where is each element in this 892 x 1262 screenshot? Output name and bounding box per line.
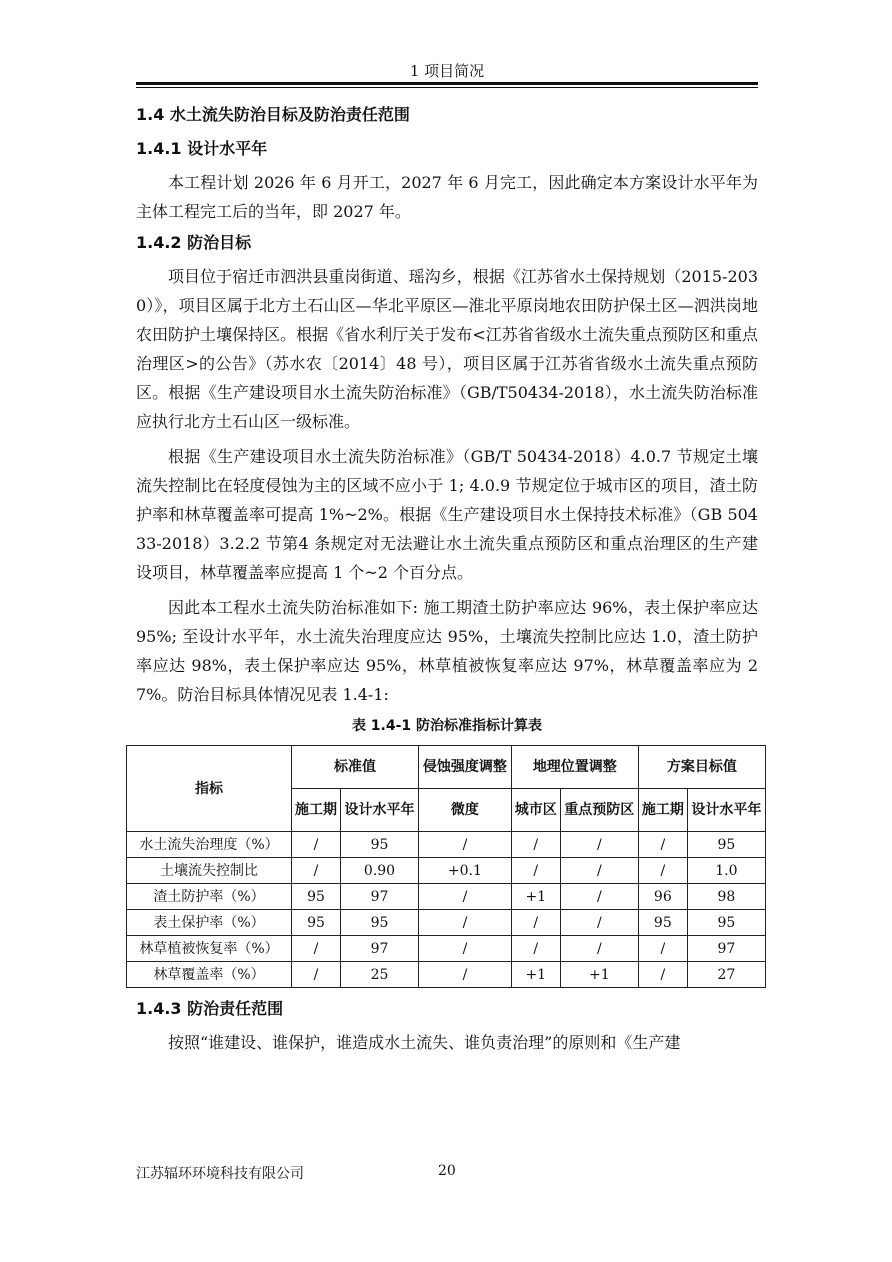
header-design-year-target: 设计水平年 <box>687 789 765 832</box>
table-cell: 96 <box>638 884 687 910</box>
table-cell: 土壤流失控制比 <box>127 858 292 884</box>
table-cell: 0.90 <box>340 858 418 884</box>
paragraph-standard: 根据《生产建设项目水土流失防治标准》（GB/T 50434-2018）4.0.7 节规定土壤流失控制比在轻度侵蚀为主的区域不应小于 1; 4.0.9 节规定位于城市区的项目，渣土防护率和林草覆盖率可提高 1%~2%。根据《生产建设项目水土保持技术标准》（GB 50433-2018）3.2.2 节第4 条规定对无法避让水土流失重点预防区和重点治理区的生产建设项目，林草覆盖率应提高 1 个~2 个百分点。 <box>136 447 758 582</box>
table-cell: / <box>511 936 560 962</box>
standards-table <box>126 745 766 988</box>
table-cell: / <box>638 858 687 884</box>
header-key-prevention: 重点预防区 <box>560 789 638 832</box>
table-cell: +1 <box>560 962 638 988</box>
table-cell: 1.0 <box>687 858 765 884</box>
table-cell: 表土保护率（%） <box>127 910 292 936</box>
table-cell: 97 <box>687 936 765 962</box>
footer-company: 江苏辐环环境科技有限公司 <box>136 1166 304 1182</box>
table-cell: / <box>292 936 341 962</box>
table-cell: / <box>638 936 687 962</box>
table-cell: 水土流失治理度（%） <box>127 832 292 858</box>
header-design-year: 设计水平年 <box>340 789 418 832</box>
page-content <box>136 104 762 1063</box>
table-caption: 表 1.4-1 防治标准指标计算表 <box>351 718 543 734</box>
table-cell: 98 <box>687 884 765 910</box>
table-cell: 95 <box>292 884 341 910</box>
table-row <box>127 910 766 936</box>
table-cell: 25 <box>340 962 418 988</box>
table-cell: +1 <box>511 962 560 988</box>
header-construction: 施工期 <box>292 789 341 832</box>
table-cell: +0.1 <box>419 858 512 884</box>
table-cell: 95 <box>687 910 765 936</box>
table-cell: / <box>419 884 512 910</box>
paragraph-responsibility: 按照“谁建设、谁保护，谁造成水土流失、谁负责治理”的原则和《生产建 <box>168 1033 681 1052</box>
table-cell: 97 <box>340 936 418 962</box>
header-construction-target: 施工期 <box>638 789 687 832</box>
header-rule-thin <box>136 87 758 88</box>
table-cell: / <box>292 858 341 884</box>
table-cell: / <box>511 832 560 858</box>
table-cell: 95 <box>340 910 418 936</box>
table-cell: 95 <box>687 832 765 858</box>
page-number: 20 <box>438 1163 456 1179</box>
table-cell: / <box>419 832 512 858</box>
table-cell: 27 <box>687 962 765 988</box>
subsection-3-title: 1.4.3 防治责任范围 <box>136 999 284 1018</box>
header-erosion-adjust: 侵蚀强度调整 <box>419 746 512 789</box>
header-degree: 微度 <box>419 789 512 832</box>
table-cell: +1 <box>511 884 560 910</box>
table-cell: 林草植被恢复率（%） <box>127 936 292 962</box>
table-cell: 95 <box>340 832 418 858</box>
header-rule-thick <box>136 82 758 85</box>
table-cell: / <box>560 884 638 910</box>
header-standard: 标准值 <box>292 746 419 789</box>
table-cell: / <box>560 858 638 884</box>
header-urban: 城市区 <box>511 789 560 832</box>
table-row <box>127 884 766 910</box>
table-cell: 95 <box>292 910 341 936</box>
subsection-1-title: 1.4.1 设计水平年 <box>136 139 268 158</box>
table-cell: 渣土防护率（%） <box>127 884 292 910</box>
table-cell: 林草覆盖率（%） <box>127 962 292 988</box>
table-cell: / <box>638 832 687 858</box>
header-location-adjust: 地理位置调整 <box>511 746 638 789</box>
paragraph-targets: 因此本工程水土流失防治标准如下: 施工期渣土防护率应达 96%，表土保护率应达 95%; 至设计水平年，水土流失治理度应达 95%，土壤流失控制比应达 1.0，渣土防护率应达 98%，表土保护率应达 95%，林草植被恢复率应达 97%，林草覆盖率应为 27%。防治目标具体情况见表 1.4-1: <box>136 598 758 704</box>
header-indicator: 指标 <box>127 746 292 832</box>
paragraph-location: 项目位于宿迁市泗洪县重岗街道、瑶沟乡，根据《江苏省水土保持规划（2015-2030）》，项目区属于北方土石山区—华北平原区—淮北平原岗地农田防护保土区—泗洪岗地农田防护土壤保持区。根据《省水利厅关于发布<江苏省省级水土流失重点预防区和重点治理区>的公告》（苏水农〔2014〕48 号），项目区属于江苏省省级水土流失重点预防区。根据《生产建设项目水土流失防治标准》（GB/T50434-2018），水土流失防治标准应执行北方土石山区一级标准。 <box>136 267 758 431</box>
section-title: 1.4 水土流失防治目标及防治责任范围 <box>136 105 410 124</box>
table-cell: / <box>638 962 687 988</box>
table-cell: 97 <box>340 884 418 910</box>
table-cell: / <box>419 910 512 936</box>
table-cell: / <box>560 910 638 936</box>
header-target: 方案目标值 <box>638 746 765 789</box>
table-cell: / <box>419 936 512 962</box>
table-cell: / <box>292 832 341 858</box>
table-cell: 95 <box>638 910 687 936</box>
table-cell: / <box>511 858 560 884</box>
table-cell: / <box>292 962 341 988</box>
table-cell: / <box>560 936 638 962</box>
subsection-2-title: 1.4.2 防治目标 <box>136 233 252 252</box>
paragraph-design-year: 本工程计划 2026 年 6 月开工，2027 年 6 月完工，因此确定本方案设计水平年为主体工程完工后的当年，即 2027 年。 <box>136 173 758 221</box>
running-header: 1 项目简况 <box>409 62 485 80</box>
table-cell: / <box>560 832 638 858</box>
table-cell: / <box>511 910 560 936</box>
table-row <box>127 962 766 988</box>
table-cell: / <box>419 962 512 988</box>
table-row <box>127 832 766 858</box>
table-row <box>127 858 766 884</box>
table-row <box>127 936 766 962</box>
